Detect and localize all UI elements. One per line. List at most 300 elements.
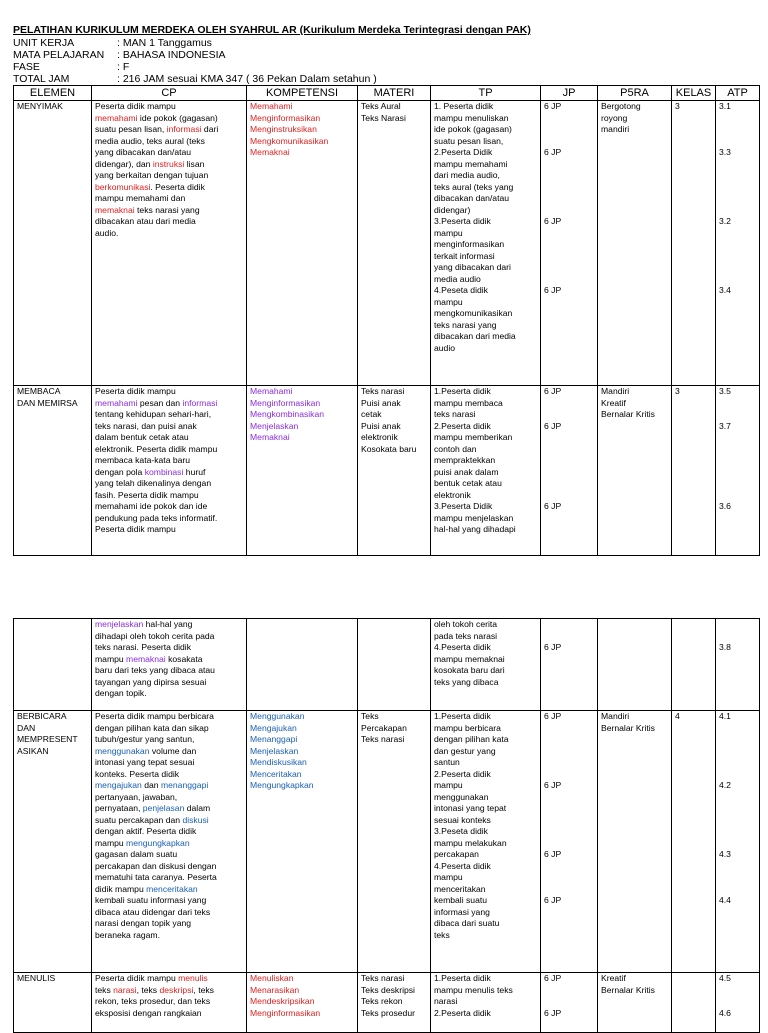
cell-tp <box>431 711 541 973</box>
spacer <box>719 182 756 194</box>
header-atp: ATP <box>716 86 760 101</box>
text-line: 6 JP <box>544 642 562 652</box>
meta-label: MATA PELAJARAN <box>13 49 105 61</box>
meta-value: : BAHASA INDONESIA <box>117 49 226 61</box>
text-line: teks narasi, dan puisi anak <box>95 420 197 431</box>
text-line: Teks rekon <box>361 996 403 1006</box>
text-line: Menginformasikan <box>250 1007 321 1018</box>
cell-materi <box>358 711 431 973</box>
curriculum-table-page-1 <box>13 85 760 556</box>
text-line: 1. Peserta didik <box>434 101 494 111</box>
text-line: 6 JP <box>544 420 562 431</box>
text-line: 1.Peserta didik <box>434 711 491 721</box>
text-line: mampu <box>434 780 463 790</box>
text-line: dengan topik. <box>95 688 147 698</box>
text-line: mampu menulis teks <box>434 984 513 995</box>
text-line: dengan pilihan kata <box>434 734 509 744</box>
text-line: dalam bentuk cetak atau <box>95 432 189 442</box>
text-line: percakapan dan diskusi dengan <box>95 860 217 871</box>
spacer <box>719 251 756 263</box>
text-line: Kreatif <box>601 973 626 983</box>
cell-atp <box>716 386 760 556</box>
cell-kelas <box>672 711 716 973</box>
text-line: Menggunakan <box>250 711 305 721</box>
header-cp: CP <box>92 86 247 101</box>
text-line: DAN MEMIRSA <box>17 397 78 408</box>
document-title: PELATIHAN KURIKULUM MERDEKA OLEH SYAHRUL AR (Kurikulum Merdeka Terintegrasi dengan PAK) <box>13 24 531 36</box>
text-line: Bernalar Kritis <box>601 409 655 419</box>
text-line: 3 <box>675 101 680 111</box>
text-line: 2.Peserta didik <box>434 1007 491 1018</box>
text-line: memahami pesan dan informasi <box>95 397 218 408</box>
spacer <box>544 113 594 125</box>
text-line: tubuh/gestur yang santun, <box>95 734 195 744</box>
text-line: rekon, teks prosedur, dan teks <box>95 996 211 1006</box>
meta-fase <box>13 61 759 73</box>
text-line: 6 JP <box>544 1007 562 1018</box>
text-line: santun <box>434 757 460 767</box>
text-line: 6 JP <box>544 973 562 983</box>
spacer <box>719 124 756 136</box>
spacer <box>544 734 594 746</box>
cell-atp <box>716 619 760 711</box>
text-line: audio. <box>95 227 119 238</box>
text-line: menggunakan <box>434 791 489 802</box>
text-line: 4.5 <box>719 973 731 983</box>
cell-kelas <box>672 619 716 711</box>
text-line: menginformasikan <box>434 239 505 249</box>
text-line: dibaca dari suatu <box>434 918 500 928</box>
spacer <box>544 182 594 194</box>
cell-jp <box>541 101 598 386</box>
text-line: 4.Peseta didik <box>434 285 488 295</box>
text-line: mampu menjelaskan <box>434 512 514 523</box>
spacer <box>544 803 594 815</box>
text-line: eksposisi dengan rangkaian <box>95 1007 202 1018</box>
spacer <box>719 734 756 746</box>
header-p5ra: P5RA <box>598 86 672 101</box>
text-line: cetak <box>361 409 382 419</box>
text-line: Teks prosedur <box>361 1007 415 1018</box>
spacer <box>544 455 594 467</box>
meta-unit-kerja <box>13 37 759 49</box>
text-line: sesuai konteks <box>434 814 491 825</box>
text-line: Percakapan <box>361 722 407 733</box>
text-line: Memaknai <box>250 432 290 442</box>
text-line: mampu berbicara <box>434 722 501 733</box>
spacer <box>719 838 756 850</box>
cell-tp <box>431 619 541 711</box>
spacer <box>544 631 594 643</box>
text-line: berkomunikasi. Peserta didik <box>95 181 205 192</box>
text-line: dengan aktif. Peserta didik <box>95 826 197 836</box>
cell-tp <box>431 101 541 386</box>
meta-mata-pelajaran <box>13 49 759 61</box>
text-line: Bernalar Kritis <box>601 984 655 995</box>
table-row <box>14 619 760 711</box>
spacer <box>719 490 756 502</box>
text-line: didengar), dan instruksi lisan <box>95 158 205 169</box>
text-line: MENYIMAK <box>17 101 63 111</box>
spacer <box>719 803 756 815</box>
text-line: mampu <box>434 227 463 238</box>
text-line: intonasi yang tepat <box>434 803 507 813</box>
spacer <box>719 239 756 251</box>
spacer <box>544 723 594 735</box>
text-line: dengan pilihan kata dan sikap <box>95 722 209 733</box>
cell-kompetensi <box>247 619 358 711</box>
text-line: 1.Peserta didik <box>434 973 491 983</box>
text-line: fasih. Peserta didik mampu <box>95 489 199 500</box>
text-line: 6 JP <box>544 285 562 295</box>
curriculum-table-page-2 <box>13 618 760 1033</box>
text-line: 3.3 <box>719 147 731 157</box>
text-line: yang berkaitan dengan tujuan <box>95 170 209 180</box>
spacer <box>719 872 756 884</box>
text-line: Menanggapi <box>250 734 298 744</box>
text-line: Mendiskusikan <box>250 757 307 767</box>
cell-jp <box>541 619 598 711</box>
text-line: 3.6 <box>719 501 731 511</box>
text-line: 3.Peseta didik <box>434 826 488 836</box>
spacer <box>719 478 756 490</box>
text-line: suatu pesan lisan, informasi dari <box>95 124 219 134</box>
spacer <box>544 861 594 873</box>
text-line: 6 JP <box>544 895 562 905</box>
text-line: dengan pola kombinasi huruf <box>95 466 206 477</box>
cell-atp <box>716 711 760 973</box>
cell-elemen <box>14 101 92 386</box>
spacer <box>544 136 594 148</box>
spacer <box>719 985 756 997</box>
text-line: tentang kehidupan sehari-hari, <box>95 409 212 419</box>
text-line: 4.Peserta didik <box>434 860 491 871</box>
text-line: Menginformasikan <box>250 112 321 123</box>
header-kompetensi: KOMPETENSI <box>247 86 358 101</box>
header-row <box>14 86 760 101</box>
text-line: Teks narasi <box>361 973 405 983</box>
cell-p5ra <box>598 711 672 973</box>
text-line: Peserta didik mampu <box>95 101 176 111</box>
text-line: Mandiri <box>601 711 630 721</box>
text-line: 3 <box>675 386 680 396</box>
text-line: mampu <box>434 296 463 307</box>
spacer <box>719 274 756 286</box>
text-line: percakapan <box>434 849 479 859</box>
text-line: teks narasi yang <box>434 319 497 330</box>
spacer <box>719 792 756 804</box>
text-line: Teks deskripsi <box>361 984 415 995</box>
text-line: 6 JP <box>544 849 562 859</box>
text-line: menggunakan volume dan <box>95 745 197 756</box>
text-line: ide pokok (gagasan) <box>434 124 512 134</box>
spacer <box>544 239 594 251</box>
text-line: Menjelaskan <box>250 420 299 431</box>
text-line: kosokata baru dari <box>434 665 505 675</box>
spacer <box>719 136 756 148</box>
text-line: Menginstruksikan <box>250 124 317 134</box>
cell-cp <box>92 386 247 556</box>
text-line: media audio <box>434 273 481 284</box>
spacer <box>719 113 756 125</box>
spacer <box>544 409 594 421</box>
text-line: Menceritakan <box>250 768 302 779</box>
text-line: mampu menuliskan <box>434 112 509 123</box>
spacer <box>544 159 594 171</box>
spacer <box>544 985 594 997</box>
text-line: 3.4 <box>719 285 731 295</box>
spacer <box>544 826 594 838</box>
text-line: narasi dengan topik yang <box>95 918 192 928</box>
cell-cp <box>92 711 247 973</box>
text-line: Mendeskripsikan <box>250 996 315 1006</box>
text-line: royong <box>601 112 628 123</box>
text-line: elektronik <box>434 489 471 500</box>
text-line: media audio, teks aural (teks <box>95 135 205 146</box>
text-line: 6 JP <box>544 147 562 157</box>
spacer <box>719 467 756 479</box>
text-line: dari media audio, <box>434 170 500 180</box>
cell-kelas <box>672 386 716 556</box>
text-line: audio <box>434 342 456 353</box>
spacer <box>719 769 756 781</box>
meta-value: : MAN 1 Tanggamus <box>117 37 212 49</box>
spacer <box>544 815 594 827</box>
text-line: mampu memaknai kosakata <box>95 653 203 664</box>
text-line: Menarasikan <box>250 984 300 995</box>
text-line: elektronik. Peserta didik mampu <box>95 443 218 454</box>
cell-elemen <box>14 619 92 711</box>
text-line: Kosokata baru <box>361 443 417 454</box>
spacer <box>719 723 756 735</box>
meta-value: : 216 JAM sesuai KMA 347 ( 36 Pekan Dalam setahun ) <box>117 73 377 85</box>
text-line: terkait informasi <box>434 250 495 261</box>
text-line: Peserta didik mampu berbicara <box>95 711 214 721</box>
page-2 <box>13 618 759 1033</box>
text-line: menjelaskan hal-hal yang <box>95 619 193 629</box>
text-line: intonasi yang tepat sesuai <box>95 757 195 767</box>
text-line: mampu memberikan <box>434 432 513 442</box>
text-line: 4.Peserta didik <box>434 642 491 652</box>
text-line: dibacakan dari media <box>434 331 516 341</box>
text-line: 3.Peserta didik <box>434 216 491 226</box>
text-line: Puisi anak <box>361 397 401 408</box>
text-line: Kreatif <box>601 397 626 408</box>
text-line: Peserta didik mampu <box>95 524 176 534</box>
text-line: Menginformasikan <box>250 397 321 408</box>
text-line: teks aural (teks yang <box>434 181 514 192</box>
spacer <box>544 251 594 263</box>
cell-jp <box>541 711 598 973</box>
text-line: Mengkombinasikan <box>250 409 325 419</box>
text-line: gagasan dalam suatu <box>95 849 178 859</box>
cell-cp <box>92 619 247 711</box>
text-line: didengar) <box>434 204 471 215</box>
table-row <box>14 711 760 973</box>
text-line: mengkomunikasikan <box>434 308 513 318</box>
text-line: elektronik <box>361 432 398 442</box>
text-line: mampu membaca <box>434 397 503 408</box>
spacer <box>719 193 756 205</box>
text-line: konteks. Peserta didik <box>95 768 180 779</box>
spacer <box>544 205 594 217</box>
text-line: 6 JP <box>544 386 562 396</box>
text-line: teks narasi <box>434 409 476 419</box>
text-line: 6 JP <box>544 780 562 790</box>
table-row <box>14 386 760 556</box>
text-line: Menjelaskan <box>250 745 299 756</box>
text-line: Bernalar Kritis <box>601 722 655 733</box>
text-line: hal-hal yang dihadapi <box>434 524 516 534</box>
text-line: MEMPRESENT <box>17 734 78 744</box>
text-line: teks yang dibaca <box>434 676 499 687</box>
text-line: 2.Peserta Didik <box>434 147 493 157</box>
text-line: 6 JP <box>544 101 562 111</box>
text-line: contoh dan <box>434 443 477 454</box>
spacer <box>719 205 756 217</box>
spacer <box>719 619 756 631</box>
text-line: puisi anak dalam <box>434 466 499 477</box>
text-line: 4.4 <box>719 895 731 905</box>
text-line: 6 JP <box>544 711 562 721</box>
text-line: 2.Peserta didik <box>434 768 491 779</box>
cell-kompetensi <box>247 711 358 973</box>
text-line: beraneka ragam. <box>95 929 160 940</box>
cell-p5ra <box>598 101 672 386</box>
cell-kelas <box>672 101 716 386</box>
text-line: 3.Peserta Didik <box>434 501 493 511</box>
text-line: informasi yang <box>434 906 490 917</box>
cell-materi <box>358 101 431 386</box>
cell-p5ra <box>598 386 672 556</box>
meta-value: : F <box>117 61 130 73</box>
cell-cp <box>92 101 247 386</box>
text-line: BERBICARA <box>17 711 67 721</box>
text-line: mampu mengungkapkan <box>95 837 190 848</box>
spacer <box>544 274 594 286</box>
text-line: teks narasi, teks deskripsi, teks <box>95 984 214 995</box>
spacer <box>544 228 594 240</box>
spacer <box>544 478 594 490</box>
spacer <box>719 815 756 827</box>
cell-p5ra <box>598 619 672 711</box>
cell-materi <box>358 619 431 711</box>
text-line: memaknai teks narasi yang <box>95 204 200 215</box>
text-line: dibacakan atau dari media <box>95 216 196 226</box>
spacer <box>719 398 756 410</box>
text-line: 3.5 <box>719 386 731 396</box>
meta-label: UNIT KERJA <box>13 37 75 49</box>
text-line: Mengajukan <box>250 722 297 733</box>
text-line: 4.1 <box>719 711 731 721</box>
text-line: pada teks narasi <box>434 630 498 641</box>
spacer <box>544 124 594 136</box>
text-line: Mengkomunikasikan <box>250 135 329 146</box>
text-line: memahami ide pokok dan ide <box>95 501 208 511</box>
text-line: kembali suatu <box>434 895 488 905</box>
text-line: mampu <box>434 872 463 882</box>
text-line: pernyataan, penjelasan dalam <box>95 803 211 813</box>
meta-label: TOTAL JAM <box>13 73 70 85</box>
text-line: Teks narasi <box>361 734 405 744</box>
text-line: DAN <box>17 722 36 733</box>
spacer <box>544 872 594 884</box>
page-1 <box>13 24 759 556</box>
spacer <box>544 792 594 804</box>
spacer <box>719 631 756 643</box>
spacer <box>719 455 756 467</box>
text-line: Menuliskan <box>250 973 294 983</box>
spacer <box>719 861 756 873</box>
text-line: mandiri <box>601 124 630 134</box>
text-line: MEMBACA <box>17 386 61 396</box>
text-line: 1.Peserta didik <box>434 386 491 396</box>
spacer <box>544 398 594 410</box>
spacer <box>544 432 594 444</box>
spacer <box>719 996 756 1008</box>
text-line: teks <box>434 929 450 940</box>
text-line: dibacakan dan/atau <box>434 193 510 203</box>
text-line: mengajukan dan menanggapi <box>95 780 209 790</box>
spacer <box>719 826 756 838</box>
text-line: 4.6 <box>719 1007 731 1018</box>
text-line: yang telah dikenalinya dengan <box>95 478 212 488</box>
text-line: yang dibacakan dari <box>434 262 511 272</box>
text-line: 3.1 <box>719 101 731 111</box>
cell-jp <box>541 386 598 556</box>
text-line: Memahami <box>250 101 293 111</box>
meta-total-jam <box>13 73 759 85</box>
spacer <box>719 432 756 444</box>
text-line: mampu memahami <box>434 158 508 169</box>
cell-tp <box>431 386 541 556</box>
text-line: yang dibacakan dan/atau <box>95 147 192 157</box>
spacer <box>719 444 756 456</box>
text-line: membaca kata-kata baru <box>95 455 191 465</box>
spacer <box>544 757 594 769</box>
spacer <box>544 490 594 502</box>
text-line: mematuhi tata caranya. Peserta <box>95 872 217 882</box>
text-line: mampu memahami dan <box>95 193 186 203</box>
text-line: pertanyaan, jawaban, <box>95 791 178 802</box>
spacer <box>544 444 594 456</box>
text-line: 6 JP <box>544 216 562 226</box>
text-line: Memaknai <box>250 147 290 157</box>
cell-elemen <box>14 711 92 973</box>
spacer <box>544 746 594 758</box>
spacer <box>719 409 756 421</box>
spacer <box>719 228 756 240</box>
text-line: MENULIS <box>17 973 56 983</box>
cell-kompetensi <box>247 101 358 386</box>
cell-materi <box>358 386 431 556</box>
spacer <box>544 193 594 205</box>
text-line: 3.2 <box>719 216 731 226</box>
text-line: Mengungkapkan <box>250 780 314 790</box>
text-line: suatu percakapan dan diskusi <box>95 814 209 825</box>
text-line: 6 JP <box>544 501 562 511</box>
text-line: Teks Narasi <box>361 112 406 123</box>
text-line: Peserta didik mampu <box>95 386 176 396</box>
header-elemen: ELEMEN <box>14 86 92 101</box>
header-tp: TP <box>431 86 541 101</box>
text-line: menceritakan <box>434 883 486 894</box>
text-line: dibaca atau didengar dari teks <box>95 906 211 917</box>
text-line: ASIKAN <box>17 745 49 756</box>
text-line: dihadapi oleh tokoh cerita pada <box>95 630 215 641</box>
spacer <box>719 159 756 171</box>
text-line: pendukung pada teks informatif. <box>95 512 218 523</box>
